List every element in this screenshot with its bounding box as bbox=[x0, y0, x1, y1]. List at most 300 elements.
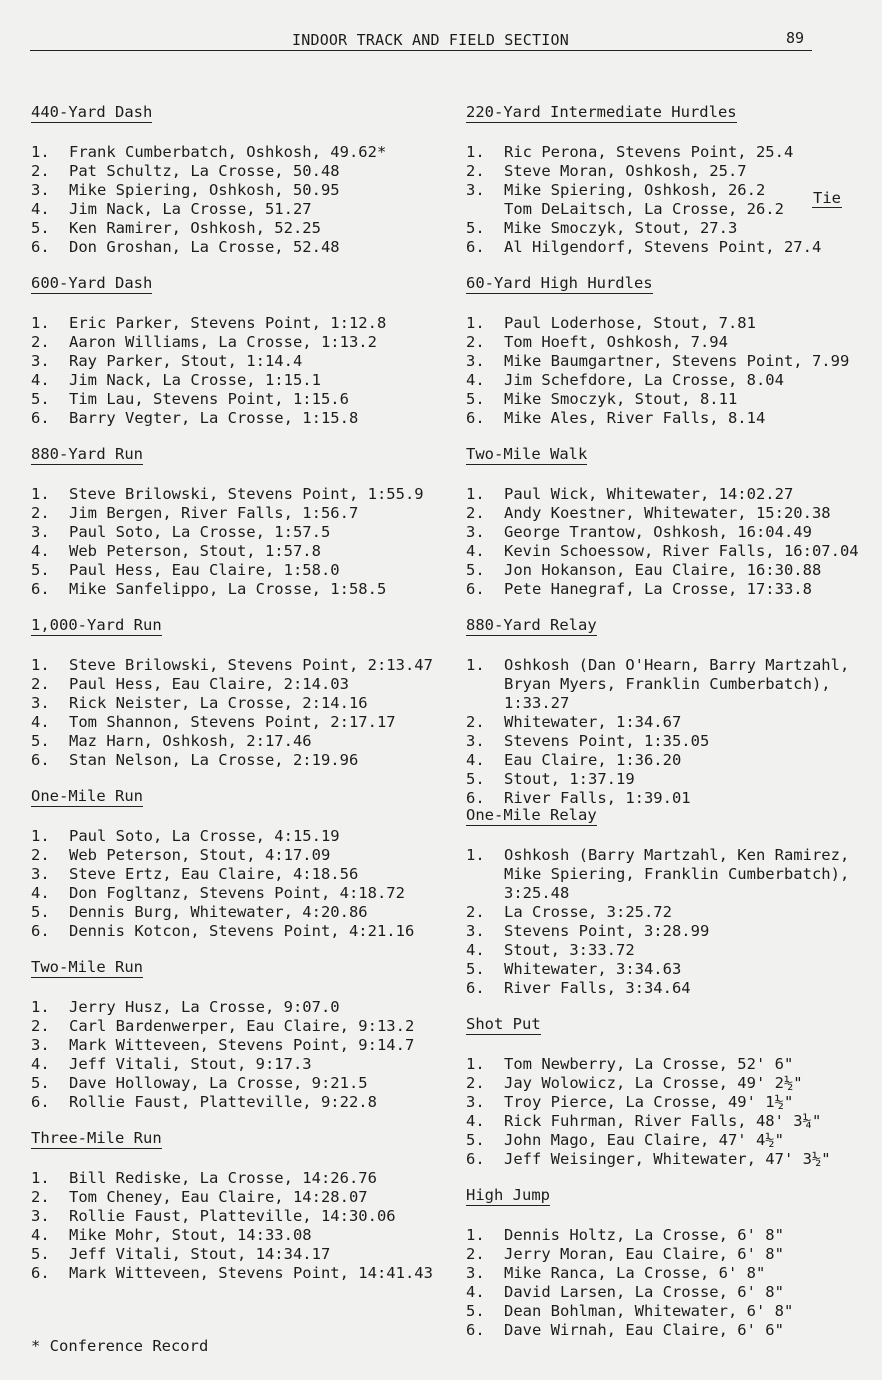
result-text: Jerry Husz, La Crosse, 9:07.0 bbox=[69, 998, 340, 1016]
result-text: Oshkosh (Barry Martzahl, Ken Ramirez, bbox=[504, 846, 850, 864]
result-text: La Crosse, 3:25.72 bbox=[504, 903, 672, 921]
page-title: INDOOR TRACK AND FIELD SECTION bbox=[292, 31, 569, 49]
result-text: Mike Spiering, Oshkosh, 50.95 bbox=[69, 181, 340, 199]
rank: 4. bbox=[31, 1055, 50, 1073]
result-text: Eric Parker, Stevens Point, 1:12.8 bbox=[69, 314, 387, 332]
result-row bbox=[31, 1093, 414, 1112]
result-text: Steve Brilowski, Stevens Point, 2:13.47 bbox=[69, 656, 433, 674]
result-row bbox=[31, 485, 424, 504]
result-text: Kevin Schoessow, River Falls, 16:07.04 bbox=[504, 542, 859, 560]
result-text: Paul Hess, Eau Claire, 1:58.0 bbox=[69, 561, 340, 579]
rank: 2. bbox=[31, 846, 50, 864]
results-list bbox=[31, 314, 386, 428]
result-row bbox=[31, 865, 414, 884]
event-title: One-Mile Run bbox=[31, 787, 143, 805]
rank: 5. bbox=[466, 1302, 485, 1320]
result-row bbox=[466, 409, 849, 428]
result-text: Stout, 3:33.72 bbox=[504, 941, 635, 959]
result-text: Jon Hokanson, Eau Claire, 16:30.88 bbox=[504, 561, 822, 579]
result-row bbox=[31, 162, 386, 181]
result-text: Dennis Holtz, La Crosse, 6' 8" bbox=[504, 1226, 784, 1244]
result-row bbox=[466, 219, 821, 238]
event-title: Three-Mile Run bbox=[31, 1129, 162, 1147]
result-text: Steve Brilowski, Stevens Point, 1:55.9 bbox=[69, 485, 424, 503]
result-row bbox=[466, 846, 849, 865]
rank: 1. bbox=[466, 846, 485, 864]
result-text: Paul Wick, Whitewater, 14:02.27 bbox=[504, 485, 794, 503]
result-text: Eau Claire, 1:36.20 bbox=[504, 751, 682, 769]
rank: 5. bbox=[466, 390, 485, 408]
rank: 6. bbox=[31, 409, 50, 427]
result-continuation: 3:25.48 bbox=[504, 884, 570, 902]
rank: 2. bbox=[31, 1188, 50, 1206]
result-row bbox=[31, 314, 386, 333]
rank: 4. bbox=[31, 1226, 50, 1244]
rank: 1. bbox=[31, 143, 50, 161]
result-row bbox=[31, 998, 414, 1017]
result-row bbox=[31, 732, 433, 751]
result-row bbox=[31, 1169, 433, 1188]
event-one-mile-run bbox=[31, 787, 414, 941]
rank: 5. bbox=[31, 390, 50, 408]
rank: 5. bbox=[31, 1074, 50, 1092]
result-row bbox=[466, 1055, 831, 1074]
result-row bbox=[31, 143, 386, 162]
event-880-yard-relay bbox=[466, 616, 849, 808]
event-one-mile-relay bbox=[466, 806, 849, 998]
result-row bbox=[31, 846, 414, 865]
rank: 5. bbox=[466, 960, 485, 978]
result-continuation: Mike Spiering, Franklin Cumberbatch), bbox=[504, 865, 850, 883]
result-text: Paul Hess, Eau Claire, 2:14.03 bbox=[69, 675, 349, 693]
rank: 3. bbox=[466, 732, 485, 750]
rank: 3. bbox=[466, 1093, 485, 1111]
result-row bbox=[466, 922, 849, 941]
result-text: Dennis Burg, Whitewater, 4:20.86 bbox=[69, 903, 368, 921]
result-text: Ric Perona, Stevens Point, 25.4 bbox=[504, 143, 794, 161]
result-text: Jim Nack, La Crosse, 51.27 bbox=[69, 200, 312, 218]
tie-label: Tie bbox=[813, 189, 841, 207]
rank: 1. bbox=[31, 827, 50, 845]
result-row bbox=[31, 884, 414, 903]
rank: 2. bbox=[31, 675, 50, 693]
event-title: 60-Yard High Hurdles bbox=[466, 274, 653, 292]
rank: 3. bbox=[31, 694, 50, 712]
rank: 5. bbox=[31, 732, 50, 750]
rank: 1. bbox=[466, 1226, 485, 1244]
result-text: Dave Wirnah, Eau Claire, 6' 6" bbox=[504, 1321, 784, 1339]
rank: 6. bbox=[466, 409, 485, 427]
result-text: Maz Harn, Oshkosh, 2:17.46 bbox=[69, 732, 312, 750]
event-three-mile-run bbox=[31, 1129, 433, 1283]
result-text: Tom Hoeft, Oshkosh, 7.94 bbox=[504, 333, 728, 351]
result-row bbox=[466, 485, 859, 504]
results-list bbox=[466, 656, 849, 808]
rank: 1. bbox=[466, 1055, 485, 1073]
result-row bbox=[31, 656, 433, 675]
results-list bbox=[31, 485, 424, 599]
rank: 2. bbox=[466, 1245, 485, 1263]
result-row bbox=[31, 561, 424, 580]
result-text: Whitewater, 3:34.63 bbox=[504, 960, 682, 978]
result-text: River Falls, 3:34.64 bbox=[504, 979, 691, 997]
rank: 3. bbox=[466, 523, 485, 541]
result-row bbox=[466, 732, 849, 751]
rank: 3. bbox=[31, 523, 50, 541]
result-text: Andy Koestner, Whitewater, 15:20.38 bbox=[504, 504, 831, 522]
rank: 6. bbox=[31, 922, 50, 940]
result-row bbox=[31, 333, 386, 352]
result-text: Mike Sanfelippo, La Crosse, 1:58.5 bbox=[69, 580, 387, 598]
result-row bbox=[31, 371, 386, 390]
result-row bbox=[31, 1207, 433, 1226]
rank: 1. bbox=[466, 314, 485, 332]
result-row bbox=[31, 713, 433, 732]
rank: 2. bbox=[466, 504, 485, 522]
result-row bbox=[31, 409, 386, 428]
rank: 6. bbox=[466, 1321, 485, 1339]
result-text: George Trantow, Oshkosh, 16:04.49 bbox=[504, 523, 812, 541]
result-row bbox=[466, 504, 859, 523]
result-row bbox=[31, 922, 414, 941]
result-text: Dean Bohlman, Whitewater, 6' 8" bbox=[504, 1302, 794, 1320]
result-text: Paul Loderhose, Stout, 7.81 bbox=[504, 314, 756, 332]
rank: 6. bbox=[31, 580, 50, 598]
result-row bbox=[31, 694, 433, 713]
result-text: Mike Mohr, Stout, 14:33.08 bbox=[69, 1226, 312, 1244]
event-220-yard-intermediate-hurdles bbox=[466, 103, 841, 257]
result-row bbox=[31, 238, 386, 257]
rank: 1. bbox=[466, 656, 485, 674]
rank: 4. bbox=[31, 542, 50, 560]
result-text: Tim Lau, Stevens Point, 1:15.6 bbox=[69, 390, 349, 408]
rank: 1. bbox=[466, 143, 485, 161]
result-row bbox=[31, 751, 433, 770]
result-row bbox=[466, 580, 859, 599]
result-row bbox=[466, 713, 849, 732]
rank: 5. bbox=[31, 1245, 50, 1263]
result-text: Al Hilgendorf, Stevens Point, 27.4 bbox=[504, 238, 822, 256]
rank: 5. bbox=[466, 1131, 485, 1149]
result-row bbox=[466, 333, 849, 352]
result-row bbox=[31, 1017, 414, 1036]
results-list bbox=[31, 998, 414, 1112]
result-row bbox=[466, 1150, 831, 1169]
result-row bbox=[466, 656, 849, 675]
result-text: Aaron Williams, La Crosse, 1:13.2 bbox=[69, 333, 377, 351]
result-row bbox=[31, 1074, 414, 1093]
result-row bbox=[31, 1055, 414, 1074]
rank: 5. bbox=[466, 770, 485, 788]
result-text: Tom DeLaitsch, La Crosse, 26.2 bbox=[504, 200, 784, 218]
result-row bbox=[466, 1264, 793, 1283]
result-text: Rollie Faust, Platteville, 14:30.06 bbox=[69, 1207, 396, 1225]
result-row bbox=[31, 219, 386, 238]
result-text: Web Peterson, Stout, 4:17.09 bbox=[69, 846, 331, 864]
event-title: 1,000-Yard Run bbox=[31, 616, 162, 634]
results-list bbox=[31, 1169, 433, 1283]
results-list bbox=[31, 827, 414, 941]
result-text: Jim Nack, La Crosse, 1:15.1 bbox=[69, 371, 321, 389]
results-list bbox=[466, 143, 821, 257]
result-row bbox=[31, 390, 386, 409]
event-two-mile-walk bbox=[466, 445, 859, 599]
result-text: Rick Fuhrman, River Falls, 48' 3¼" bbox=[504, 1112, 822, 1130]
result-text: Jim Schefdore, La Crosse, 8.04 bbox=[504, 371, 784, 389]
result-text: Ray Parker, Stout, 1:14.4 bbox=[69, 352, 303, 370]
event-title: Two-Mile Run bbox=[31, 958, 143, 976]
rank: 5. bbox=[466, 219, 485, 237]
rank: 6. bbox=[466, 979, 485, 997]
result-row bbox=[466, 542, 859, 561]
rank: 6. bbox=[31, 238, 50, 256]
event-title: High Jump bbox=[466, 1186, 550, 1204]
rank: 3. bbox=[466, 181, 485, 199]
result-text: River Falls, 1:39.01 bbox=[504, 789, 691, 807]
result-text: Paul Soto, La Crosse, 1:57.5 bbox=[69, 523, 331, 541]
event-1-000-yard-run bbox=[31, 616, 433, 770]
rank: 3. bbox=[466, 1264, 485, 1282]
rank: 1. bbox=[31, 1169, 50, 1187]
event-440-yard-dash bbox=[31, 103, 386, 257]
result-text: Mike Baumgartner, Stevens Point, 7.99 bbox=[504, 352, 850, 370]
rank: 2. bbox=[31, 162, 50, 180]
result-text: David Larsen, La Crosse, 6' 8" bbox=[504, 1283, 784, 1301]
event-title: 880-Yard Run bbox=[31, 445, 143, 463]
result-row bbox=[31, 1036, 414, 1055]
event-60-yard-high-hurdles bbox=[466, 274, 849, 428]
rank: 4. bbox=[31, 371, 50, 389]
rank: 6. bbox=[31, 1264, 50, 1282]
rank: 4. bbox=[466, 1112, 485, 1130]
result-row bbox=[31, 580, 424, 599]
rank: 3. bbox=[31, 1036, 50, 1054]
rank: 3. bbox=[466, 922, 485, 940]
result-row bbox=[466, 371, 849, 390]
results-list bbox=[466, 1055, 831, 1169]
rank: 5. bbox=[31, 561, 50, 579]
rank: 3. bbox=[31, 352, 50, 370]
event-title: 220-Yard Intermediate Hurdles bbox=[466, 103, 737, 121]
result-row bbox=[466, 1321, 793, 1340]
result-text: Dennis Kotcon, Stevens Point, 4:21.16 bbox=[69, 922, 415, 940]
result-text: John Mago, Eau Claire, 47' 4½" bbox=[504, 1131, 784, 1149]
result-row bbox=[466, 1226, 793, 1245]
result-row bbox=[466, 770, 849, 789]
page-header bbox=[30, 28, 812, 51]
rank: 2. bbox=[31, 333, 50, 351]
rank: 6. bbox=[31, 1093, 50, 1111]
results-list bbox=[466, 1226, 793, 1340]
result-row bbox=[466, 1074, 831, 1093]
result-row bbox=[31, 504, 424, 523]
event-title: Two-Mile Walk bbox=[466, 445, 588, 463]
result-row bbox=[31, 352, 386, 371]
event-title: 440-Yard Dash bbox=[31, 103, 153, 121]
result-text: Mike Spiering, Oshkosh, 26.2 bbox=[504, 181, 766, 199]
rank: 1. bbox=[31, 656, 50, 674]
result-row bbox=[466, 314, 849, 333]
result-row bbox=[466, 1283, 793, 1302]
result-row bbox=[466, 941, 849, 960]
result-continuation: Bryan Myers, Franklin Cumberbatch), bbox=[504, 675, 831, 693]
result-row bbox=[31, 827, 414, 846]
rank: 4. bbox=[466, 371, 485, 389]
rank: 4. bbox=[466, 751, 485, 769]
result-row bbox=[466, 1131, 831, 1150]
result-text: Mark Witteveen, Stevens Point, 9:14.7 bbox=[69, 1036, 415, 1054]
result-text: Steve Ertz, Eau Claire, 4:18.56 bbox=[69, 865, 359, 883]
result-text: Mike Ales, River Falls, 8.14 bbox=[504, 409, 766, 427]
result-text: Jeff Vitali, Stout, 9:17.3 bbox=[69, 1055, 312, 1073]
result-row bbox=[466, 1245, 793, 1264]
result-text: Barry Vegter, La Crosse, 1:15.8 bbox=[69, 409, 359, 427]
result-text: Don Groshan, La Crosse, 52.48 bbox=[69, 238, 340, 256]
result-row bbox=[466, 903, 849, 922]
result-text: Whitewater, 1:34.67 bbox=[504, 713, 682, 731]
result-text: Jeff Weisinger, Whitewater, 47' 3½" bbox=[504, 1150, 831, 1168]
result-row bbox=[466, 1302, 793, 1321]
result-continuation: 1:33.27 bbox=[504, 694, 570, 712]
result-row bbox=[466, 390, 849, 409]
result-row bbox=[466, 238, 821, 257]
result-row bbox=[466, 143, 821, 162]
rank: 2. bbox=[466, 903, 485, 921]
rank: 3. bbox=[466, 352, 485, 370]
result-text: Mark Witteveen, Stevens Point, 14:41.43 bbox=[69, 1264, 433, 1282]
result-row bbox=[31, 181, 386, 200]
rank: 3. bbox=[31, 1207, 50, 1225]
result-text: Mike Ranca, La Crosse, 6' 8" bbox=[504, 1264, 766, 1282]
event-880-yard-run bbox=[31, 445, 424, 599]
result-text: Stevens Point, 3:28.99 bbox=[504, 922, 710, 940]
result-row bbox=[31, 523, 424, 542]
results-list bbox=[31, 143, 386, 257]
result-text: Ken Ramirer, Oshkosh, 52.25 bbox=[69, 219, 321, 237]
rank: 2. bbox=[31, 504, 50, 522]
event-title: Shot Put bbox=[466, 1015, 541, 1033]
result-text: Steve Moran, Oshkosh, 25.7 bbox=[504, 162, 747, 180]
event-shot-put bbox=[466, 1015, 831, 1169]
rank: 3. bbox=[31, 865, 50, 883]
result-text: Jeff Vitali, Stout, 14:34.17 bbox=[69, 1245, 331, 1263]
rank: 1. bbox=[31, 314, 50, 332]
event-title: 880-Yard Relay bbox=[466, 616, 597, 634]
result-text: Jay Wolowicz, La Crosse, 49' 2½" bbox=[504, 1074, 803, 1092]
rank: 2. bbox=[31, 1017, 50, 1035]
result-text: Rick Neister, La Crosse, 2:14.16 bbox=[69, 694, 368, 712]
rank: 5. bbox=[466, 561, 485, 579]
result-text: Rollie Faust, Platteville, 9:22.8 bbox=[69, 1093, 377, 1111]
rank bbox=[466, 200, 504, 219]
result-row bbox=[466, 1093, 831, 1112]
result-text: Stan Nelson, La Crosse, 2:19.96 bbox=[69, 751, 359, 769]
rank: 2. bbox=[466, 162, 485, 180]
rank: 2. bbox=[466, 713, 485, 731]
result-row bbox=[466, 561, 859, 580]
result-row bbox=[31, 1188, 433, 1207]
result-row bbox=[466, 523, 859, 542]
result-text: Web Peterson, Stout, 1:57.8 bbox=[69, 542, 321, 560]
result-row bbox=[466, 979, 849, 998]
result-row bbox=[466, 162, 821, 181]
rank: 2. bbox=[466, 1074, 485, 1092]
results-list bbox=[466, 846, 849, 998]
rank: 3. bbox=[31, 181, 50, 199]
result-text: Pat Schultz, La Crosse, 50.48 bbox=[69, 162, 340, 180]
footnote: * Conference Record bbox=[31, 1337, 209, 1355]
result-row bbox=[466, 1112, 831, 1131]
result-text: Frank Cumberbatch, Oshkosh, 49.62* bbox=[69, 143, 387, 161]
result-text: Bill Rediske, La Crosse, 14:26.76 bbox=[69, 1169, 377, 1187]
result-text: Troy Pierce, La Crosse, 49' 1½" bbox=[504, 1093, 794, 1111]
rank: 4. bbox=[31, 884, 50, 902]
rank: 1. bbox=[466, 485, 485, 503]
rank: 4. bbox=[31, 713, 50, 731]
result-text: Pete Hanegraf, La Crosse, 17:33.8 bbox=[504, 580, 812, 598]
rank: 6. bbox=[466, 1150, 485, 1168]
result-text: Tom Shannon, Stevens Point, 2:17.17 bbox=[69, 713, 396, 731]
result-text: Jim Bergen, River Falls, 1:56.7 bbox=[69, 504, 359, 522]
rank: 5. bbox=[31, 903, 50, 921]
rank: 4. bbox=[466, 542, 485, 560]
result-text: Stevens Point, 1:35.05 bbox=[504, 732, 710, 750]
result-row bbox=[31, 675, 433, 694]
result-row bbox=[466, 200, 821, 219]
results-list bbox=[466, 485, 859, 599]
result-text: Paul Soto, La Crosse, 4:15.19 bbox=[69, 827, 340, 845]
result-text: Jerry Moran, Eau Claire, 6' 8" bbox=[504, 1245, 784, 1263]
result-row bbox=[31, 1264, 433, 1283]
result-row bbox=[31, 1226, 433, 1245]
result-row bbox=[466, 352, 849, 371]
result-text: Oshkosh (Dan O'Hearn, Barry Martzahl, bbox=[504, 656, 850, 674]
results-list bbox=[31, 656, 433, 770]
rank: 4. bbox=[31, 200, 50, 218]
rank: 1. bbox=[31, 485, 50, 503]
result-row bbox=[466, 751, 849, 770]
result-text: Carl Bardenwerper, Eau Claire, 9:13.2 bbox=[69, 1017, 415, 1035]
rank: 2. bbox=[466, 333, 485, 351]
result-row bbox=[31, 542, 424, 561]
page-number: 89 bbox=[785, 29, 804, 47]
event-title: 600-Yard Dash bbox=[31, 274, 153, 292]
results-list bbox=[466, 314, 849, 428]
result-row bbox=[466, 960, 849, 979]
rank: 4. bbox=[466, 941, 485, 959]
result-text: Tom Newberry, La Crosse, 52' 6" bbox=[504, 1055, 794, 1073]
event-two-mile-run bbox=[31, 958, 414, 1112]
rank: 4. bbox=[466, 1283, 485, 1301]
result-text: Mike Smoczyk, Stout, 27.3 bbox=[504, 219, 738, 237]
result-text: Stout, 1:37.19 bbox=[504, 770, 635, 788]
result-text: Tom Cheney, Eau Claire, 14:28.07 bbox=[69, 1188, 368, 1206]
rank: 6. bbox=[466, 789, 485, 807]
result-row bbox=[31, 903, 414, 922]
rank: 6. bbox=[466, 238, 485, 256]
result-text: Dave Holloway, La Crosse, 9:21.5 bbox=[69, 1074, 368, 1092]
event-high-jump bbox=[466, 1186, 793, 1340]
event-title: One-Mile Relay bbox=[466, 806, 597, 824]
rank: 6. bbox=[466, 580, 485, 598]
rank: 5. bbox=[31, 219, 50, 237]
event-600-yard-dash bbox=[31, 274, 386, 428]
result-row bbox=[466, 181, 821, 200]
rank: 1. bbox=[31, 998, 50, 1016]
result-text: Don Fogltanz, Stevens Point, 4:18.72 bbox=[69, 884, 405, 902]
result-row bbox=[31, 1245, 433, 1264]
result-text: Mike Smoczyk, Stout, 8.11 bbox=[504, 390, 738, 408]
